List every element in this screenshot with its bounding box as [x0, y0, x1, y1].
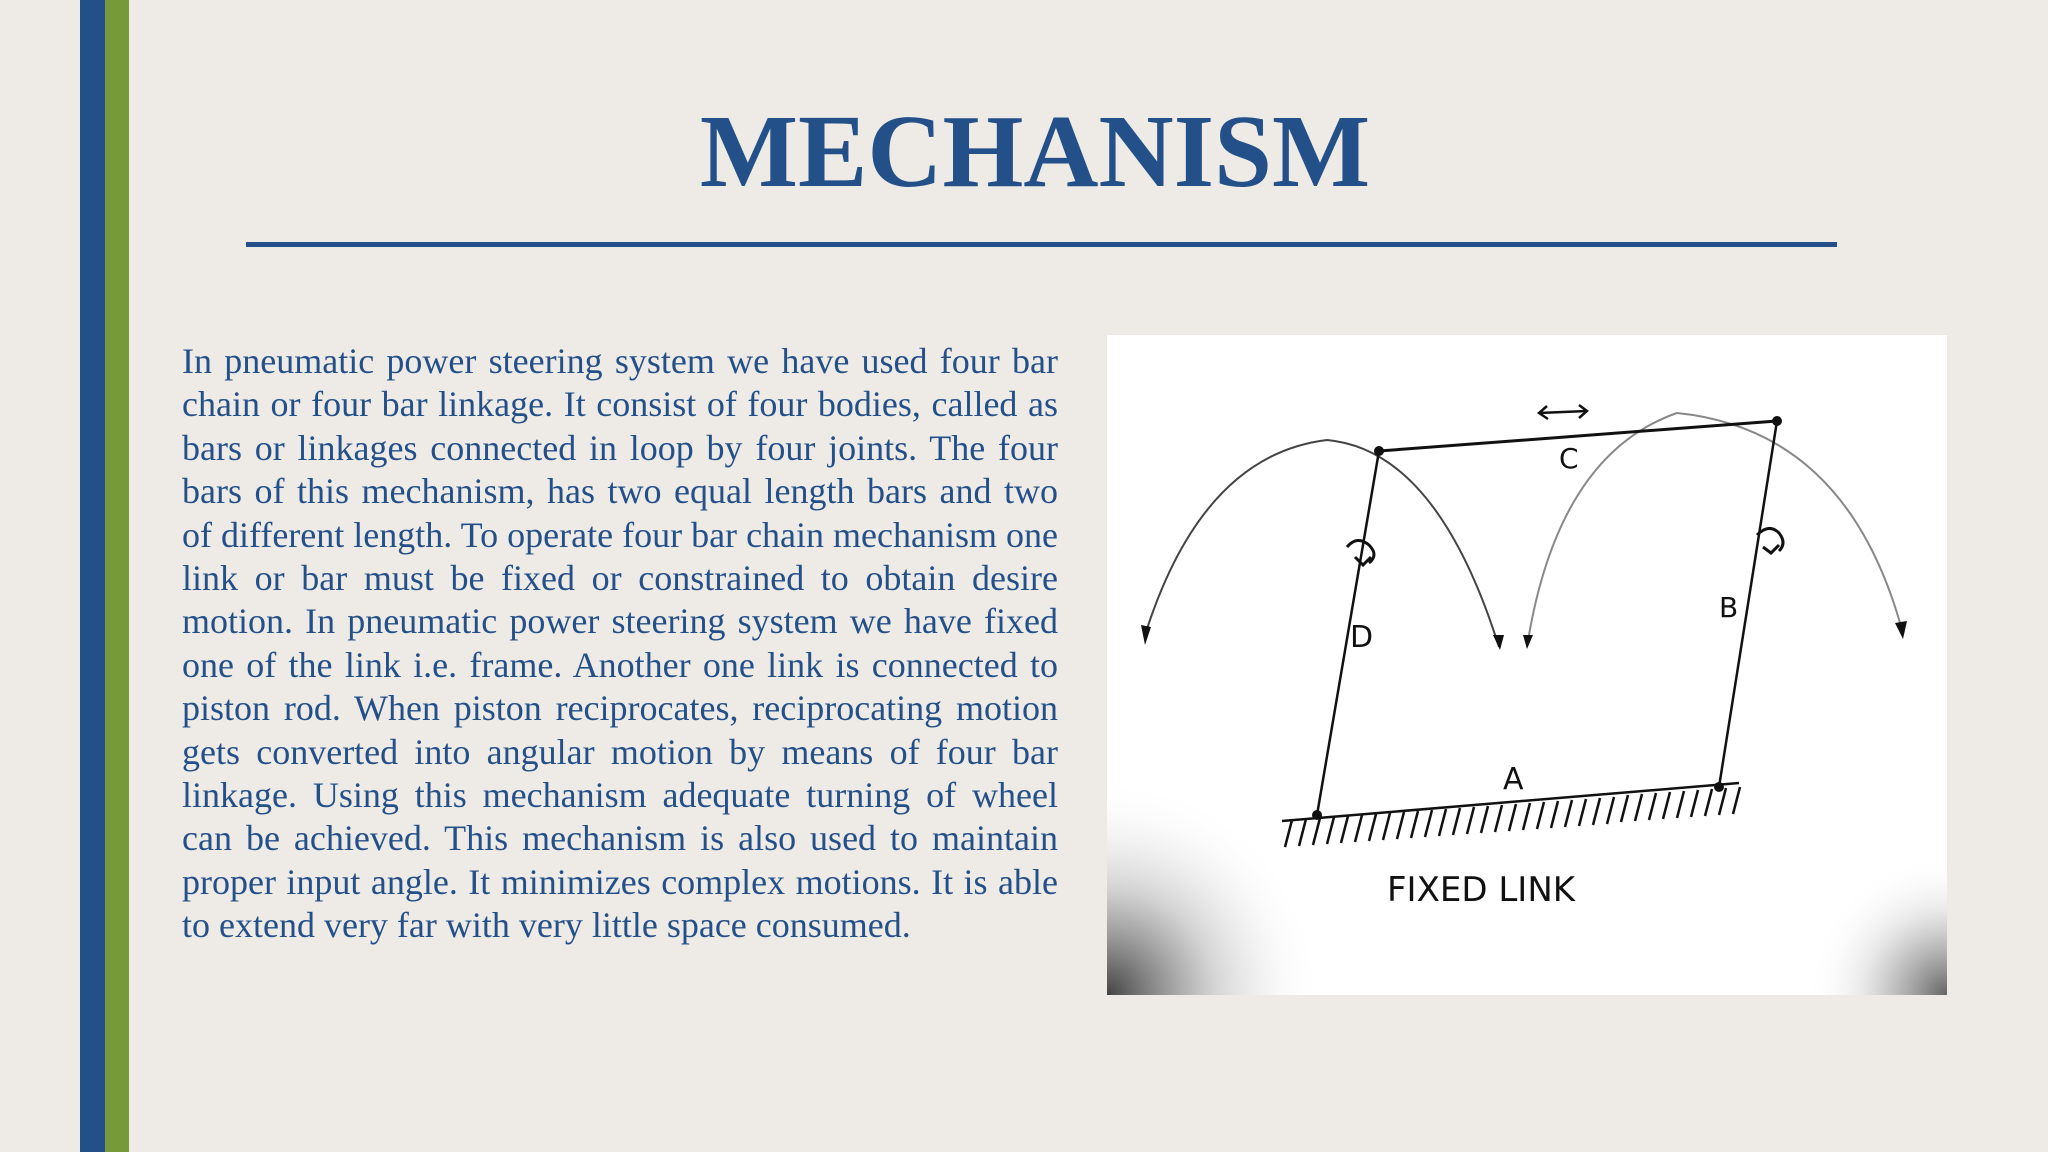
- joint-bottom-right: [1714, 782, 1724, 792]
- left-swing-arc: [1145, 440, 1499, 647]
- label-fixed-link: FIXED LINK: [1387, 870, 1576, 910]
- horizontal-double-arrow-icon: [1539, 405, 1587, 419]
- right-swing-arc: [1527, 413, 1902, 647]
- joint-top-left: [1374, 446, 1384, 456]
- label-a: A: [1503, 762, 1524, 797]
- left-accent-stripe-blue: [80, 0, 105, 1152]
- body-paragraph: In pneumatic power steering system we have used four bar chain or four bar linkage. It consist of four bodies, called as bars or linkages connected in loop by four joints. The four bars of this mechanism, has two equal length bars and two of different length. To operate four bar chain mechanism one link or bar must be fixed or constrained to obtain desire motion. In pneumatic power steering system we have fixed one of the link i.e. frame. Another one link is connected to piston rod. When piston reciprocates, reciprocating motion gets converted into angular motion by means of four bar linkage. Using this mechanism adequate turning of wheel can be achieved. This mechanism is also used to maintain proper input angle. It minimizes complex motions. It is able to extend very far with very little space consumed.: [182, 341, 1058, 946]
- rotation-arrow-b-icon: [1757, 528, 1783, 553]
- mid-arc-arrowhead-left: [1493, 635, 1504, 650]
- label-b: B: [1719, 591, 1739, 624]
- scan-shadow-right: [1667, 715, 1947, 995]
- label-d: D: [1350, 620, 1374, 655]
- four-bar-linkage-diagram: [1107, 335, 1947, 995]
- right-arc-arrowhead: [1895, 621, 1907, 639]
- left-accent-stripe-green: [105, 0, 129, 1152]
- joint-top-right: [1772, 416, 1782, 426]
- title-divider: [246, 242, 1837, 247]
- scan-shadow-left: [1107, 635, 1467, 995]
- slide-title: MECHANISM: [699, 94, 1371, 209]
- label-c: C: [1559, 442, 1579, 475]
